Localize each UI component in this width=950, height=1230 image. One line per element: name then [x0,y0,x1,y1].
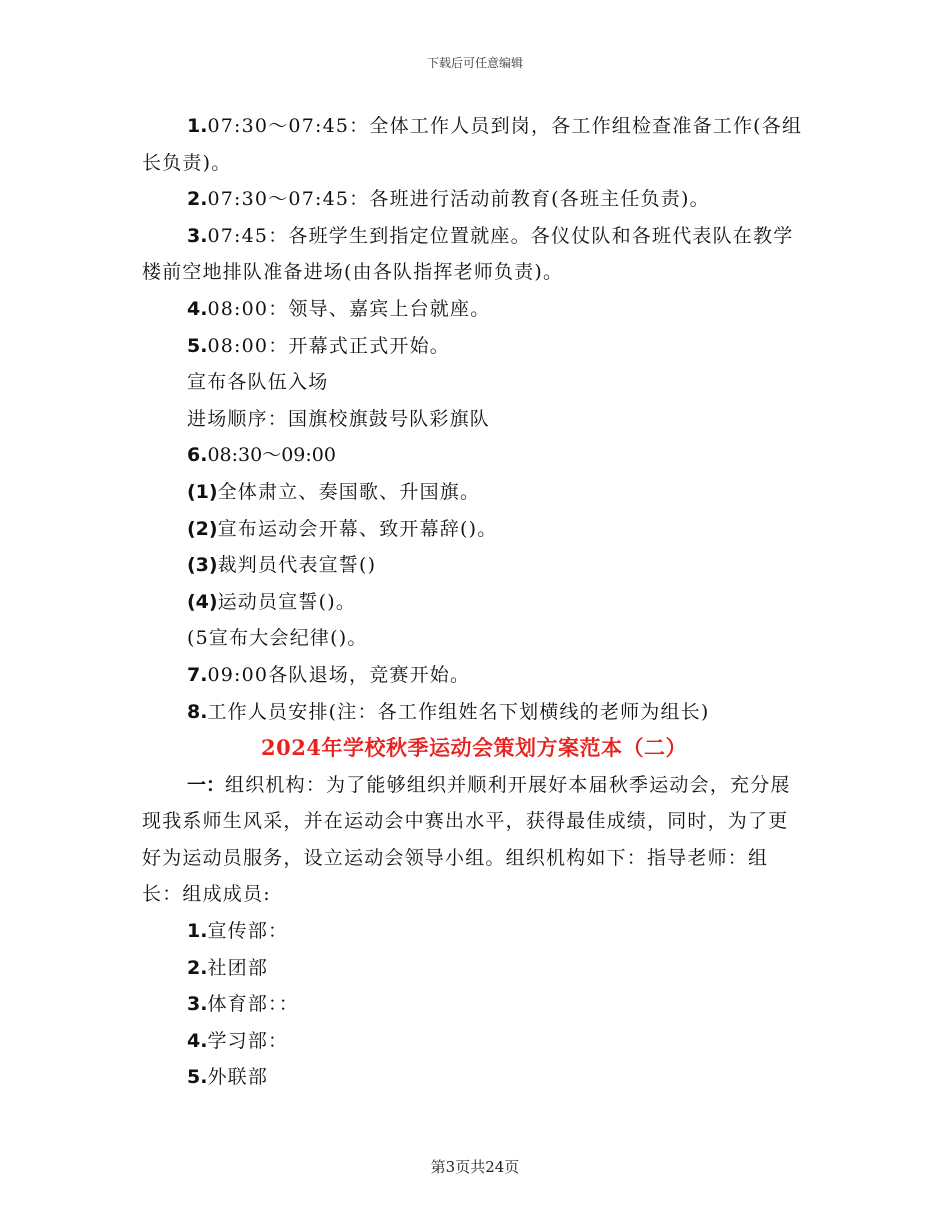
entry-order-line: 进场顺序：国旗校旗鼓号队彩旗队 [187,407,491,430]
dept-item-5: 5.外联部 [187,1066,269,1089]
sub-item-4: (4)运动员宣誓()。 [187,590,357,613]
page-number-footer: 第3页共24页 [430,1158,520,1176]
document-body [142,108,806,1096]
sub-item-3: (3)裁判员代表宣誓() [187,554,377,577]
announce-teams-line: 宣布各队伍入场 [187,371,329,394]
sub-item-2: (2)宣布运动会开幕、致开幕辞()。 [187,517,498,540]
dept-item-3: 3.体育部：： [187,993,299,1016]
schedule-item-2: 2.07:30～07:45：各班进行活动前教育(各班主任负责)。 [187,188,710,211]
sub-item-5: (5宣布大会纪律()。 [187,627,368,650]
dept-item-4: 4.学习部： [187,1029,289,1052]
schedule-item-3: 3.07:45：各班学生到指定位置就座。各仪仗队和各班代表队在教学楼前空地排队准备进场(由各队指挥老师负责)。 [142,224,794,284]
schedule-item-5: 5.08:00：开幕式正式开始。 [187,334,451,357]
dept-item-1: 1.宣传部： [187,920,289,943]
sub-item-1: (1)全体肃立、奏国歌、升国旗。 [187,480,481,503]
dept-item-2: 2.社团部 [187,956,269,979]
schedule-item-4: 4.08:00：领导、嘉宾上台就座。 [187,297,491,320]
schedule-item-8: 8.工作人员安排(注：各工作组姓名下划横线的老师为组长) [187,700,710,723]
schedule-item-6: 6.08:30～09:00 [187,444,336,467]
schedule-item-1: 1.07:30～07:45：全体工作人员到岗，各工作组检查准备工作(各组长负责)。 [142,115,803,174]
organization-paragraph: 一：组织机构：为了能够组织并顺利开展好本届秋季运动会，充分展现我系师生风采，并在运动会中赛出水平，获得最佳成绩，同时，为了更好为运动员服务，设立运动会领导小组。组织机构如下：指导老师：组长：组成成员: [142,773,791,906]
section-title: 2024年学校秋季运动会策划方案范本（二） [261,735,687,761]
page-header-note: 下载后可任意编辑 [426,56,523,70]
schedule-item-7: 7.09:00各队退场，竞赛开始。 [187,663,471,686]
